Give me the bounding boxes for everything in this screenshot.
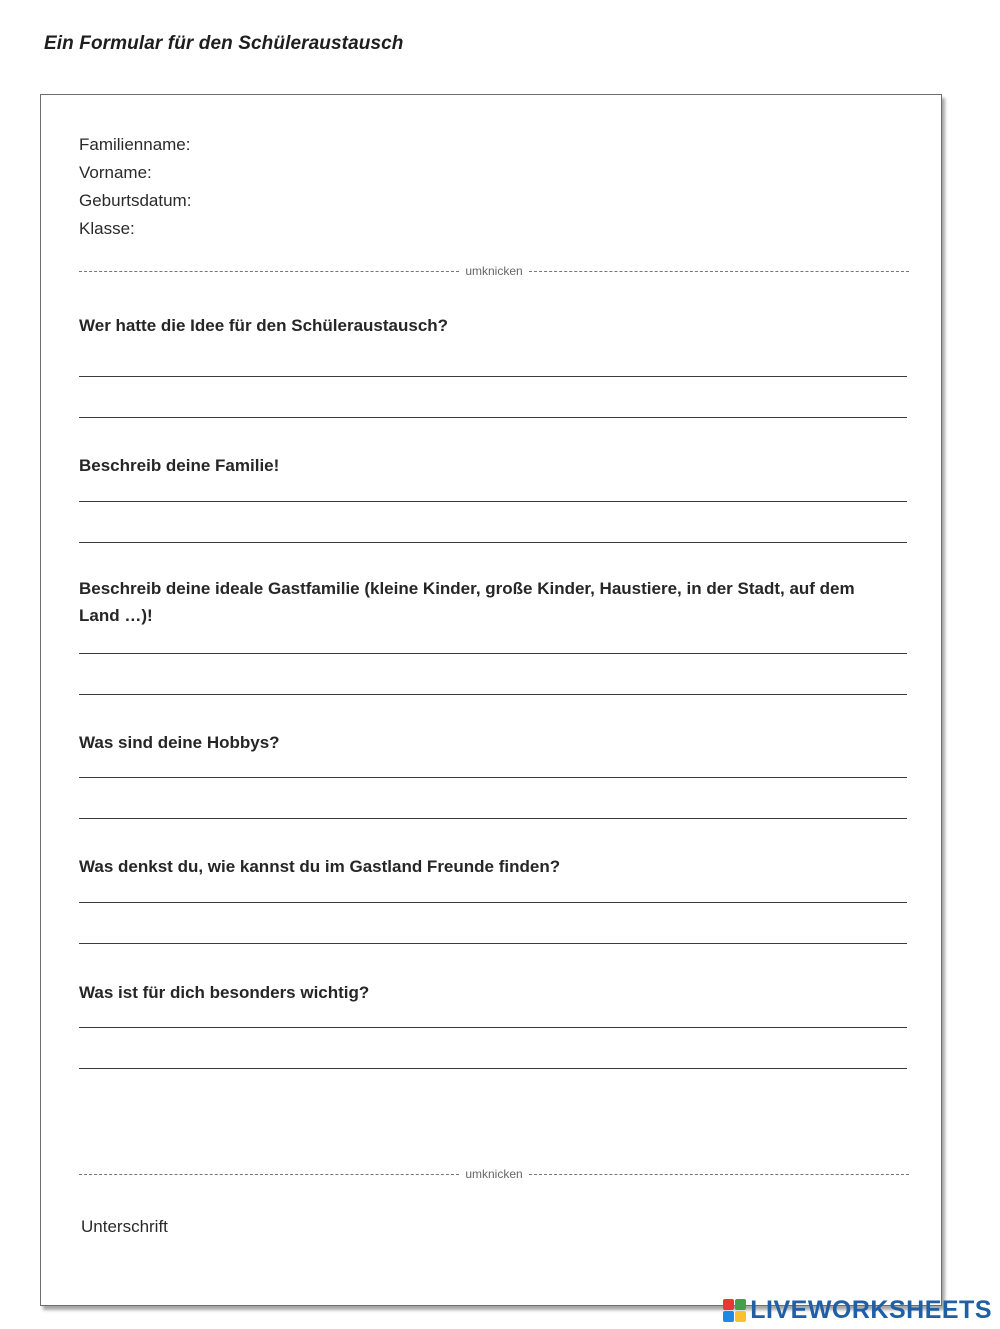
answer-line[interactable] xyxy=(79,376,907,377)
logo-square-green xyxy=(735,1299,746,1310)
fold-label-bottom: umknicken xyxy=(465,1167,523,1181)
liveworksheets-watermark xyxy=(723,1296,992,1325)
watermark-text: LIVEWORKSHEETS xyxy=(750,1296,992,1324)
field-label-klasse: Klasse: xyxy=(79,219,135,238)
answer-line[interactable] xyxy=(79,417,907,418)
field-label-familienname: Familienname: xyxy=(79,135,191,154)
exchange-form xyxy=(40,94,942,1306)
question-idee: Wer hatte die Idee für den Schüleraustausch? xyxy=(79,316,449,335)
question-wichtig: Was ist für dich besonders wichtig? xyxy=(79,983,370,1002)
field-label-vorname: Vorname: xyxy=(79,163,152,182)
liveworksheets-logo-icon xyxy=(723,1299,746,1322)
logo-square-red xyxy=(723,1299,734,1310)
answer-line[interactable] xyxy=(79,542,907,543)
question-freunde: Was denkst du, wie kannst du im Gastland Freunde finden? xyxy=(79,857,561,876)
question-gastfamilie: Beschreib deine ideale Gastfamilie (kleine Kinder, große Kinder, Haustiere, in der Stadt, auf dem Land …)! xyxy=(79,579,855,625)
fold-line-bottom xyxy=(79,1167,909,1181)
answer-line[interactable] xyxy=(79,501,907,502)
fold-dash-right xyxy=(529,1174,909,1175)
answer-line[interactable] xyxy=(79,694,907,695)
answer-line[interactable] xyxy=(79,777,907,778)
answer-line[interactable] xyxy=(79,818,907,819)
logo-square-blue xyxy=(723,1311,734,1322)
answer-line[interactable] xyxy=(79,943,907,944)
logo-square-yellow xyxy=(735,1311,746,1322)
fold-line-top xyxy=(79,264,909,278)
field-label-geburtsdatum: Geburtsdatum: xyxy=(79,191,192,210)
fold-dash-left xyxy=(79,271,459,272)
question-familie: Beschreib deine Familie! xyxy=(79,456,280,475)
fold-dash-left xyxy=(79,1174,459,1175)
fold-label-top: umknicken xyxy=(465,264,523,278)
answer-line[interactable] xyxy=(79,1068,907,1069)
answer-line[interactable] xyxy=(79,653,907,654)
page-title: Ein Formular für den Schüleraustausch xyxy=(44,33,404,54)
signature-label: Unterschrift xyxy=(81,1217,168,1236)
answer-line[interactable] xyxy=(79,902,907,903)
answer-line[interactable] xyxy=(79,1027,907,1028)
question-hobbys: Was sind deine Hobbys? xyxy=(79,733,280,752)
fold-dash-right xyxy=(529,271,909,272)
